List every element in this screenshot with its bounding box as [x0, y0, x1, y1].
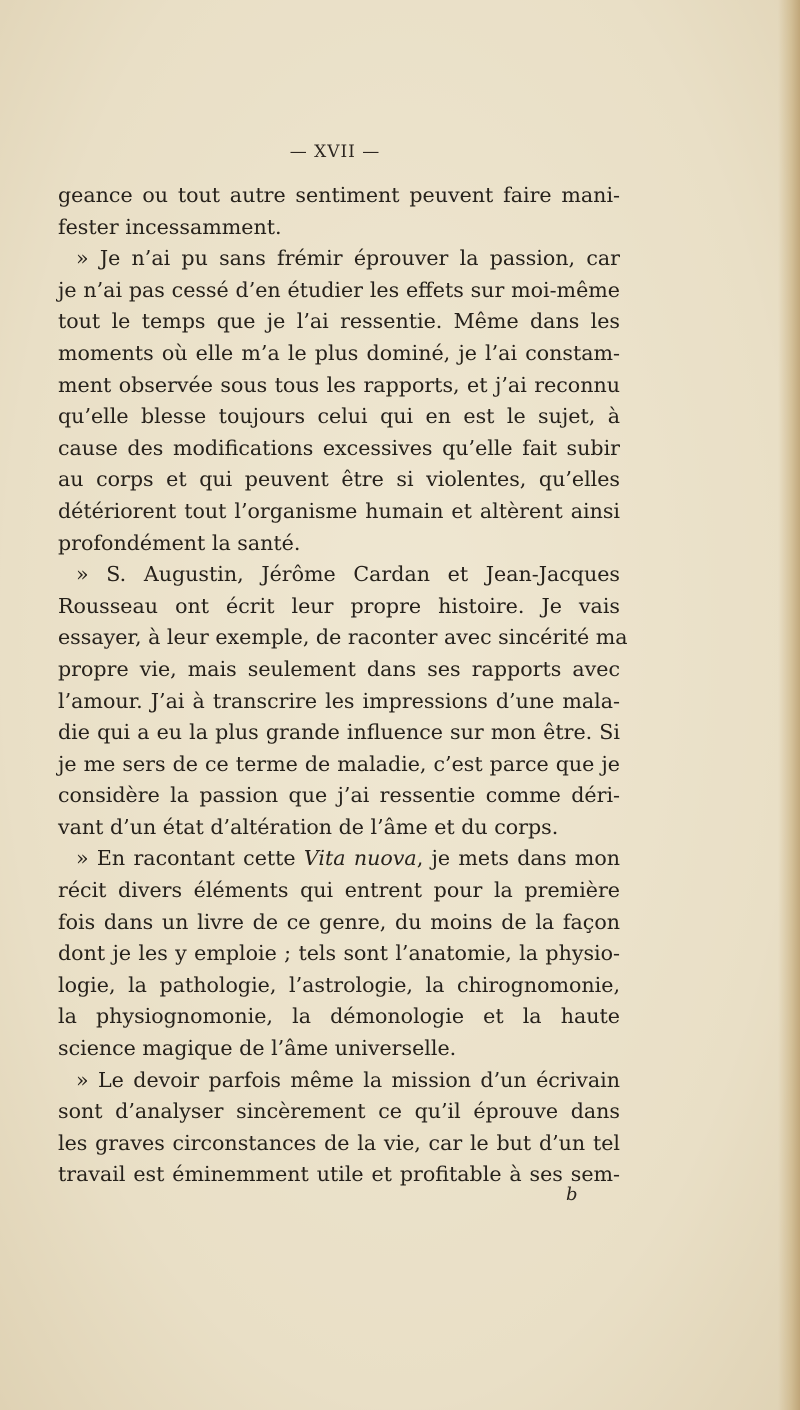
text-line: geance ou tout autre sentiment peuvent faire mani- — [58, 183, 620, 207]
text-line: l’amour. J’ai à transcrire les impressions d’une mala- — [58, 688, 620, 713]
text-line: détériorent tout l’organisme humain et altèrent ainsi — [58, 498, 620, 523]
signature-mark: b — [566, 1184, 578, 1205]
text-line: tout le temps que je l’ai ressentie. Même dans les — [58, 309, 620, 334]
text-line: sont d’analyser sincèrement ce qu’il éprouve dans — [58, 1099, 620, 1124]
page-number-header: — XVII — — [289, 142, 381, 162]
text-line: die qui a eu la plus grande influence sur mon être. Si — [58, 720, 620, 745]
text-line: fester incessamment. — [58, 214, 282, 239]
text-line: dont je les y emploie ; tels sont l’anatomie, la physio- — [58, 941, 620, 966]
text-line: » En racontant cette Vita nuova, je mets dans mon — [76, 846, 620, 871]
text-line: au corps et qui peuvent être si violentes, qu’elles — [58, 467, 620, 492]
text-line: propre vie, mais seulement dans ses rapports avec — [58, 656, 620, 681]
book-title-italic: Vita nuova — [303, 846, 417, 871]
text-line: science magique de l’âme universelle. — [58, 1036, 457, 1061]
text-line: les graves circonstances de la vie, car le but d’un tel — [58, 1130, 620, 1155]
text-line: essayer, à leur exemple, de raconter avec sincérité ma — [58, 625, 628, 650]
text-line: je me sers de ce terme de maladie, c’est parce que je — [58, 751, 620, 776]
text-line: ment observée sous tous les rapports, et j’ai reconnu — [58, 372, 620, 397]
page-edge-shadow — [778, 0, 800, 1410]
text-line: moments où elle m’a le plus dominé, je l’ai constam- — [58, 340, 620, 365]
text-line: récit divers éléments qui entrent pour la première — [58, 878, 620, 903]
text-line: » S. Augustin, Jérôme Cardan et Jean-Jacques — [76, 562, 620, 587]
text-line: la physiognomonie, la démonologie et la haute — [58, 1004, 620, 1029]
text-line: vant d’un état d’altération de l’âme et du corps. — [58, 814, 559, 839]
text-line: je n’ai pas cessé d’en étudier les effets sur moi-même — [58, 277, 620, 302]
text-line: travail est éminemment utile et profitable à ses sem- — [58, 1162, 620, 1187]
text-line: qu’elle blesse toujours celui qui en est le sujet, à — [58, 404, 620, 429]
text-line: profondément la santé. — [58, 530, 301, 555]
text-line: logie, la pathologie, l’astrologie, la chirognomonie, — [58, 972, 620, 997]
text-line: fois dans un livre de ce genre, du moins de la façon — [58, 909, 620, 934]
text-line: cause des modifications excessives qu’elle fait subir — [58, 435, 620, 460]
text-line: considère la passion que j’ai ressentie comme déri- — [58, 783, 620, 808]
text-line: » Je n’ai pu sans frémir éprouver la passion, car — [76, 246, 620, 271]
body-text — [58, 180, 628, 1191]
text-line: » Le devoir parfois même la mission d’un écrivain — [76, 1067, 620, 1092]
text-line: Rousseau ont écrit leur propre histoire. Je vais — [58, 593, 620, 618]
